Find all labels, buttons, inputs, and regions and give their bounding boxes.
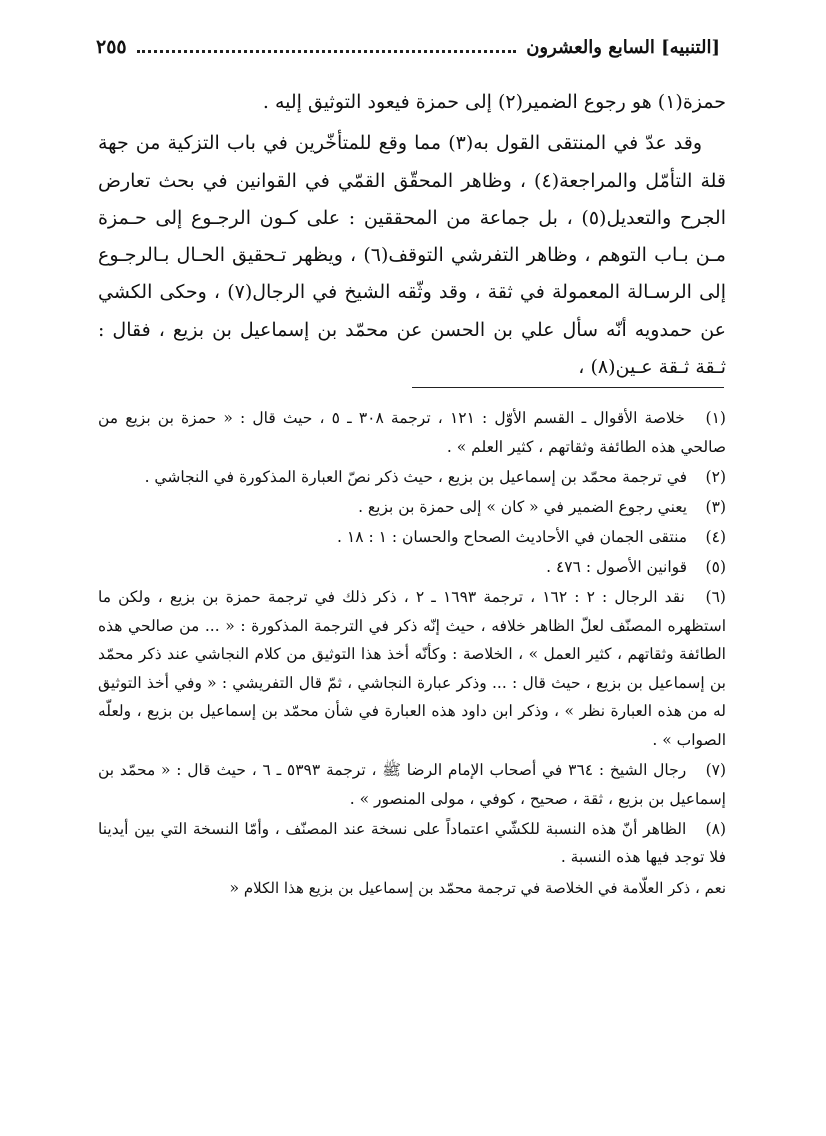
main-paragraph-1: حمزة(١) هو رجوع الضمير(٢) إلى حمزة فيعود التوثيق إليه . xyxy=(262,91,726,113)
footnote-text: يعني رجوع الضمير في « كان » إلى حمزة بن بزيع . xyxy=(358,497,688,516)
footnote xyxy=(98,404,726,461)
footnote-number: (١) xyxy=(705,409,726,427)
main-paragraph-2: وقد عدّ في المنتقى القول به(٣) مما وقع للمتأخّرين في باب التزكية من جهة قلة التأمّل والمراجعة(٤) ، وظاهر المحقّق القمّي في القوانين في بحث تعارض الجرح والتعديل(٥) ، بل جماعة من المحققين : على كـون الرجـوع إلى حـمزة مـن بـاب التوهم ، وظاهر التفرشي التوقف(٦) ، ويظهر تـحقيق الحـال بـالرجـوع إلى الرسـالة المعمولة في ثقة ، وقد وثّقه الشيخ في الرجال(٧) ، وحكى الكشي عن حمدويه أنّه سأل علي بن الحسن عن محمّد بن إسماعيل بن بزيع ، فقال : ثـقة ثـقة عـين(٨) ، xyxy=(98,132,727,379)
footnote-text: الظاهر أنّ هذه النسبة للكشّي اعتماداً على نسخة عند المصنّف ، وأمّا النسخة التي بين أيدينا فلا توجد فيها هذه النسبة . xyxy=(98,819,726,867)
main-text xyxy=(98,84,726,386)
footnote-text: في ترجمة محمّد بن إسماعيل بن بزيع ، حيث ذكر نصّ العبارة المذكورة في النجاشي . xyxy=(144,467,688,486)
footnote-text: نقد الرجال : ٢ : ١٦٢ ، ترجمة ١٦٩٣ ـ ٢ ، ذكر ذلك في ترجمة حمزة بن بزيع ، ولكن ما استظهره المصنّف لعلّ الظاهر خلافه ، حيث إنّه ذكر في الترجمة المذكورة : « ... من صالحي هذه الطائفة وثقاتهم ، كثير العمل » ، الخلاصة : وكأنّه أخذ هذا التوثيق من كلام النجاشي عند ذكر محمّد بن إسماعيل بن بزيع ، حيث قال : ... وذكر عبارة النجاشي ، ثمّ قال التفريشي : « وفي أخذ التوثيق له من هذه العبارة نظر » ، وذكر ابن داود هذه العبارة في شأن محمّد بن إسماعيل بن بزيع ، ولعلّه الصواب » . xyxy=(98,588,726,750)
footnote xyxy=(98,463,726,492)
footnote-number: (٦) xyxy=(705,588,726,607)
header-dot-leader xyxy=(137,50,517,53)
footnote-number: (٥) xyxy=(705,557,726,576)
footnote xyxy=(98,523,726,552)
continued-footnote-text: نعم ، ذكر العلّامة في الخلاصة في ترجمة محمّد بن إسماعيل بن بزيع هذا الكلام xyxy=(243,879,726,897)
footnote xyxy=(98,493,726,522)
footnote-text: رجال الشيخ : ٣٦٤ في أصحاب الإمام الرضا ﷺ ، ترجمة ٥٣٩٣ ـ ٦ ، حيث قال : « محمّد بن إسماعيل بن بزيع ، ثقة ، صحيح ، كوفي ، مولى المنصور » . xyxy=(98,761,726,808)
footnote-number: (٨) xyxy=(705,819,726,838)
footnote-number: (٢) xyxy=(705,467,726,486)
footnote xyxy=(98,756,726,813)
footnote xyxy=(98,815,726,872)
footnote-text: خلاصة الأقوال ـ القسم الأوّل : ١٢١ ، ترجمة ٣٠٨ ـ ٥ ، حيث قال : « حمزة بن بزيع من صالحي هذه الطائفة وثقاتهم ، كثير العلم » . xyxy=(98,409,726,456)
page-number: ٢٥٥ xyxy=(96,36,127,58)
running-header xyxy=(96,34,720,60)
footnote xyxy=(98,583,726,755)
footnote-text: قوانين الأصول : ٤٧٦ . xyxy=(546,557,688,576)
footnote-number: (٧) xyxy=(705,761,727,780)
footnote-separator xyxy=(412,387,724,388)
footnote-number: (٣) xyxy=(705,497,726,516)
continued-quote-mark: « xyxy=(229,878,240,897)
footnotes xyxy=(98,404,726,903)
footnote xyxy=(98,553,726,582)
continued-footnote xyxy=(98,874,726,903)
footnote-text: منتقى الجمان في الأحاديث الصحاح والحسان : ١ : ١٨ . xyxy=(337,527,688,546)
chapter-title: [التنبيه] السابع والعشرون xyxy=(526,36,720,58)
footnote-number: (٤) xyxy=(705,527,726,546)
